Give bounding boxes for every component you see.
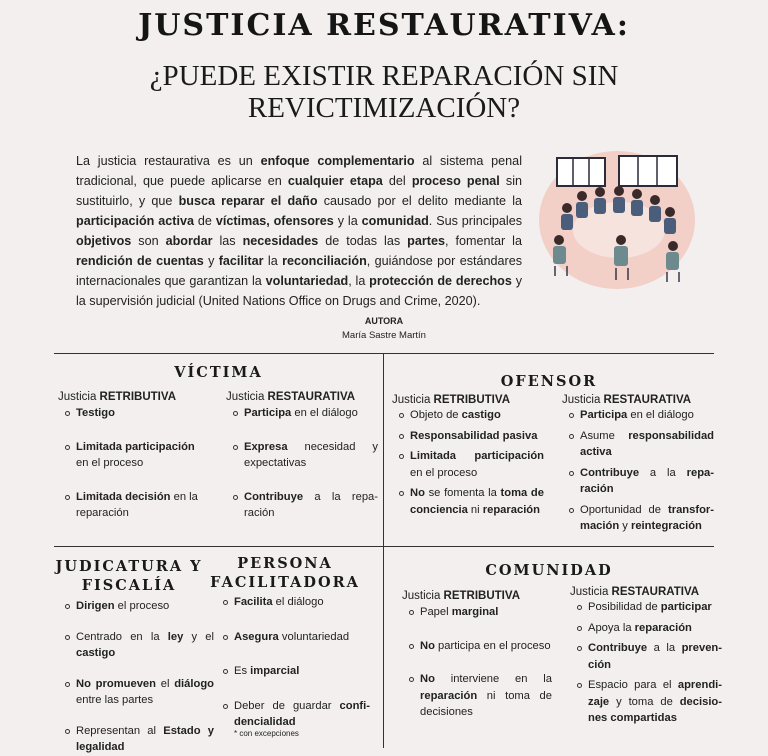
author-label: AUTORA (364, 316, 404, 326)
facilitadora-title: PERSONA FACILITADORA (210, 555, 360, 591)
ofensor-retributiva-col (392, 394, 544, 518)
list-item: No interviene en la reparación ni toma de decisiones (402, 671, 552, 721)
group-circle-illustration (537, 148, 695, 290)
list-item: Testigo (58, 405, 210, 422)
list-item: Participa en el diálogo (226, 405, 378, 422)
list-item: Posibilidad de participar (570, 599, 722, 616)
comunidad-retributiva-list (402, 604, 552, 721)
ofensor-retributiva-list (392, 407, 544, 518)
victima-retributiva-col (58, 391, 210, 522)
list-item: Deber de guardar confi-dencialidad (216, 698, 370, 731)
list-item: Oportunidad de transfor-mación y reintegración (562, 502, 714, 535)
list-item: No participa en el proceso (402, 638, 552, 655)
list-item: Facilita el diálogo (216, 594, 370, 611)
victima-retributiva-head: Justicia RETRIBUTIVA (58, 391, 176, 403)
facilitadora-list (216, 594, 370, 731)
list-item: No promueven el diálogo entre las partes (58, 676, 214, 709)
comunidad-restaurativa-head: Justicia RESTAURATIVA (570, 586, 700, 598)
list-item: Contribuye a la preven-ción (570, 640, 722, 673)
list-item: Papel marginal (402, 604, 552, 621)
ofensor-title: OFENSOR (500, 373, 598, 390)
comunidad-retributiva-col (402, 590, 552, 721)
comunidad-restaurativa-col (570, 586, 722, 727)
victima-restaurativa-col (226, 391, 378, 522)
comunidad-title: COMUNIDAD (485, 562, 613, 579)
divider-vertical (383, 353, 384, 748)
list-item: Participa en el diálogo (562, 407, 714, 424)
facilitadora-note: * con excepciones (234, 729, 299, 738)
list-item: Centrado en la ley y el castigo (58, 629, 214, 662)
list-item: Expresa necesidad y expectativas (226, 439, 378, 472)
list-item: Limitada participación en el proceso (58, 439, 210, 472)
subtitle-line1-post: SIN (564, 60, 619, 92)
ofensor-restaurativa-col (562, 394, 714, 535)
list-item: Responsabilidad pasiva (392, 428, 544, 445)
list-item: Contribuye a la repa-ración (226, 489, 378, 522)
page-title: JUSTICIA RESTAURATIVA: (138, 8, 630, 43)
judicatura-title: JUDICATURA Y FISCALÍA (55, 558, 203, 594)
subtitle-line1-pre: ¿PUEDE EXISTIR (149, 60, 382, 92)
list-item: Limitada decisión en la reparación (58, 489, 210, 522)
page-subtitle (0, 60, 768, 124)
victima-title: VÍCTIMA (174, 364, 263, 381)
author-name: María Sastre Martín (342, 330, 426, 341)
comunidad-restaurativa-list (570, 599, 722, 727)
divider-middle (54, 546, 714, 547)
comunidad-retributiva-head: Justicia RETRIBUTIVA (402, 590, 520, 602)
list-item: Asegura voluntariedad (216, 629, 370, 646)
victima-restaurativa-head: Justicia RESTAURATIVA (226, 391, 356, 403)
subtitle-line1-bold: REPARACIÓN (381, 60, 565, 92)
list-item: Apoya la reparación (570, 620, 722, 637)
victima-retributiva-list (58, 405, 210, 522)
ofensor-restaurativa-head: Justicia RESTAURATIVA (562, 394, 692, 406)
intro-paragraph: La justicia restaurativa es un enfoque complementario al sistema penal tradicional, que puede aplicarse en cualquier etapa del proceso penal sin sustituirlo, y que busca reparar el daño causado por el delito mediante la participación activa de víctimas, ofensores y la comunidad. Sus principales objetivos son abordar las necesidades de todas las partes, fomentar la rendición de cuentas y facilitar la reconciliación, guiándose por estándares internacionales que garantizan la voluntariedad, la protección de derechos y la supervisión judicial (United Nations Office on Drugs and Crime, 2020). (76, 154, 523, 308)
ofensor-restaurativa-list (562, 407, 714, 535)
ofensor-retributiva-head: Justicia RETRIBUTIVA (392, 394, 510, 406)
list-item: Objeto de castigo (392, 407, 544, 424)
list-item: Representan al Estado y legalidad (58, 723, 214, 756)
list-item: Contribuye a la repa-ración (562, 465, 714, 498)
list-item: Es imparcial (216, 663, 370, 680)
victima-restaurativa-list (226, 405, 378, 522)
list-item: Asume responsabilidad activa (562, 428, 714, 461)
list-item: Dirigen el proceso (58, 598, 214, 615)
judicatura-list (58, 598, 214, 756)
divider-top (54, 353, 714, 354)
list-item: Limitada participación en el proceso (392, 448, 544, 481)
list-item: No se fomenta la toma de conciencia ni reparación (392, 485, 544, 518)
list-item: Espacio para el aprendi-zaje y toma de decisio-nes compartidas (570, 677, 722, 727)
subtitle-line2: REVICTIMIZACIÓN? (247, 92, 521, 124)
